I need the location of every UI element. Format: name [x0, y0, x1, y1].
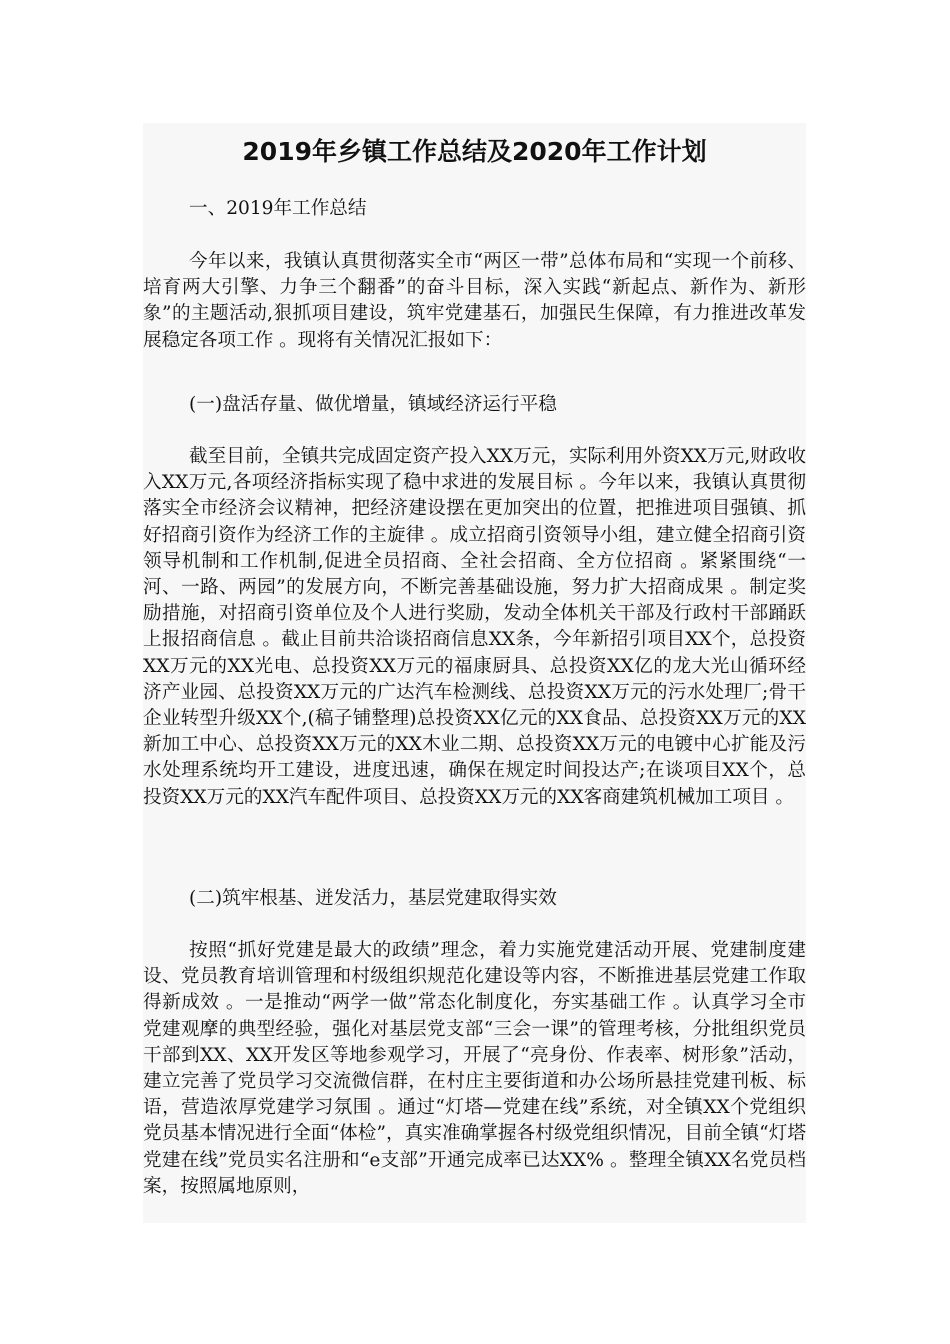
document-title: 2019年乡镇工作总结及2020年工作计划 — [242, 137, 707, 166]
subsection-heading-party-building: (二)筑牢根基、迸发活力，基层党建取得实效 — [189, 888, 557, 909]
section-heading-work-summary: 一、2019年工作总结 — [189, 198, 367, 219]
economy-paragraph: 截至目前，全镇共完成固定资产投入XX万元，实际利用外资XX万元,财政收入XX万元,各项经济指标实现了稳中求进的发展目标 。今年以来，我镇认真贯彻落实全市经济会议精神，把经济建设摆在更加突出的位置，把推进项目强镇、抓好招商引资作为经济工作的主旋律 。成立招商引资领导小组，建立健全招商引资领导机制和工作机制,促进全员招商、全社会招商、全方位招商 。紧紧围绕“一河、一路、两园”的发展方向，不断完善基础设施，努力扩大招商成果 。制定奖励措施，对招商引资单位及个人进行奖励，发动全体机关干部及行政村干部踊跃上报招商信息 。截止目前共洽谈招商信息XX条，今年新招引项目XX个，总投资XX万元的XX光电、总投资XX万元的福康厨具、总投资XX亿的龙大光山循环经济产业园、总投资XX万元的广达汽车检测线、总投资XX万元的污水处理厂;骨干企业转型升级XX个,(稿子铺整理)总投资XX亿元的XX食品、总投资XX万元的XX新加工中心、总投资XX万元的XX木业二期、总投资XX万元的电镀中心扩能及污水处理系统均开工建设，进度迅速，确保在规定时间投达产;在谈项目XX个，总投资XX万元的XX汽车配件项目、总投资XX万元的XX客商建筑机械加工项目 。 — [143, 446, 806, 808]
document-page — [143, 123, 806, 1223]
party-building-paragraph: 按照“抓好党建是最大的政绩”理念，着力实施党建活动开展、党建制度建设、党员教育培训管理和村级组织规范化建设等内容，不断推进基层党建工作取得新成效 。一是推动“两学一做”常态化制度化，夯实基础工作 。认真学习全市党建观摩的典型经验，强化对基层党支部“三会一课”的管理考核，分批组织党员干部到XX、XX开发区等地参观学习，开展了“亮身份、作表率、树形象”活动，建立完善了党员学习交流微信群，在村庄主要街道和办公场所悬挂党建刊板、标语，营造浓厚党建学习氛围 。通过“灯塔—党建在线”系统，对全镇XX个党组织党员基本情况进行全面“体检”，真实准确掌握各村级党组织情况，目前全镇“灯塔党建在线”党员实名注册和“e支部”开通完成率已达XX% 。整理全镇XX名党员档案，按照属地原则， — [143, 940, 806, 1197]
intro-paragraph: 今年以来，我镇认真贯彻落实全市“两区一带”总体布局和“实现一个前移、培育两大引擎、力争三个翻番”的奋斗目标，深入实践“新起点、新作为、新形象”的主题活动,狠抓项目建设，筑牢党建基石，加强民生保障，有力推进改革发展稳定各项工作 。现将有关情况汇报如下： — [143, 251, 806, 351]
subsection-heading-economy: (一)盘活存量、做优增量，镇域经济运行平稳 — [189, 394, 557, 415]
